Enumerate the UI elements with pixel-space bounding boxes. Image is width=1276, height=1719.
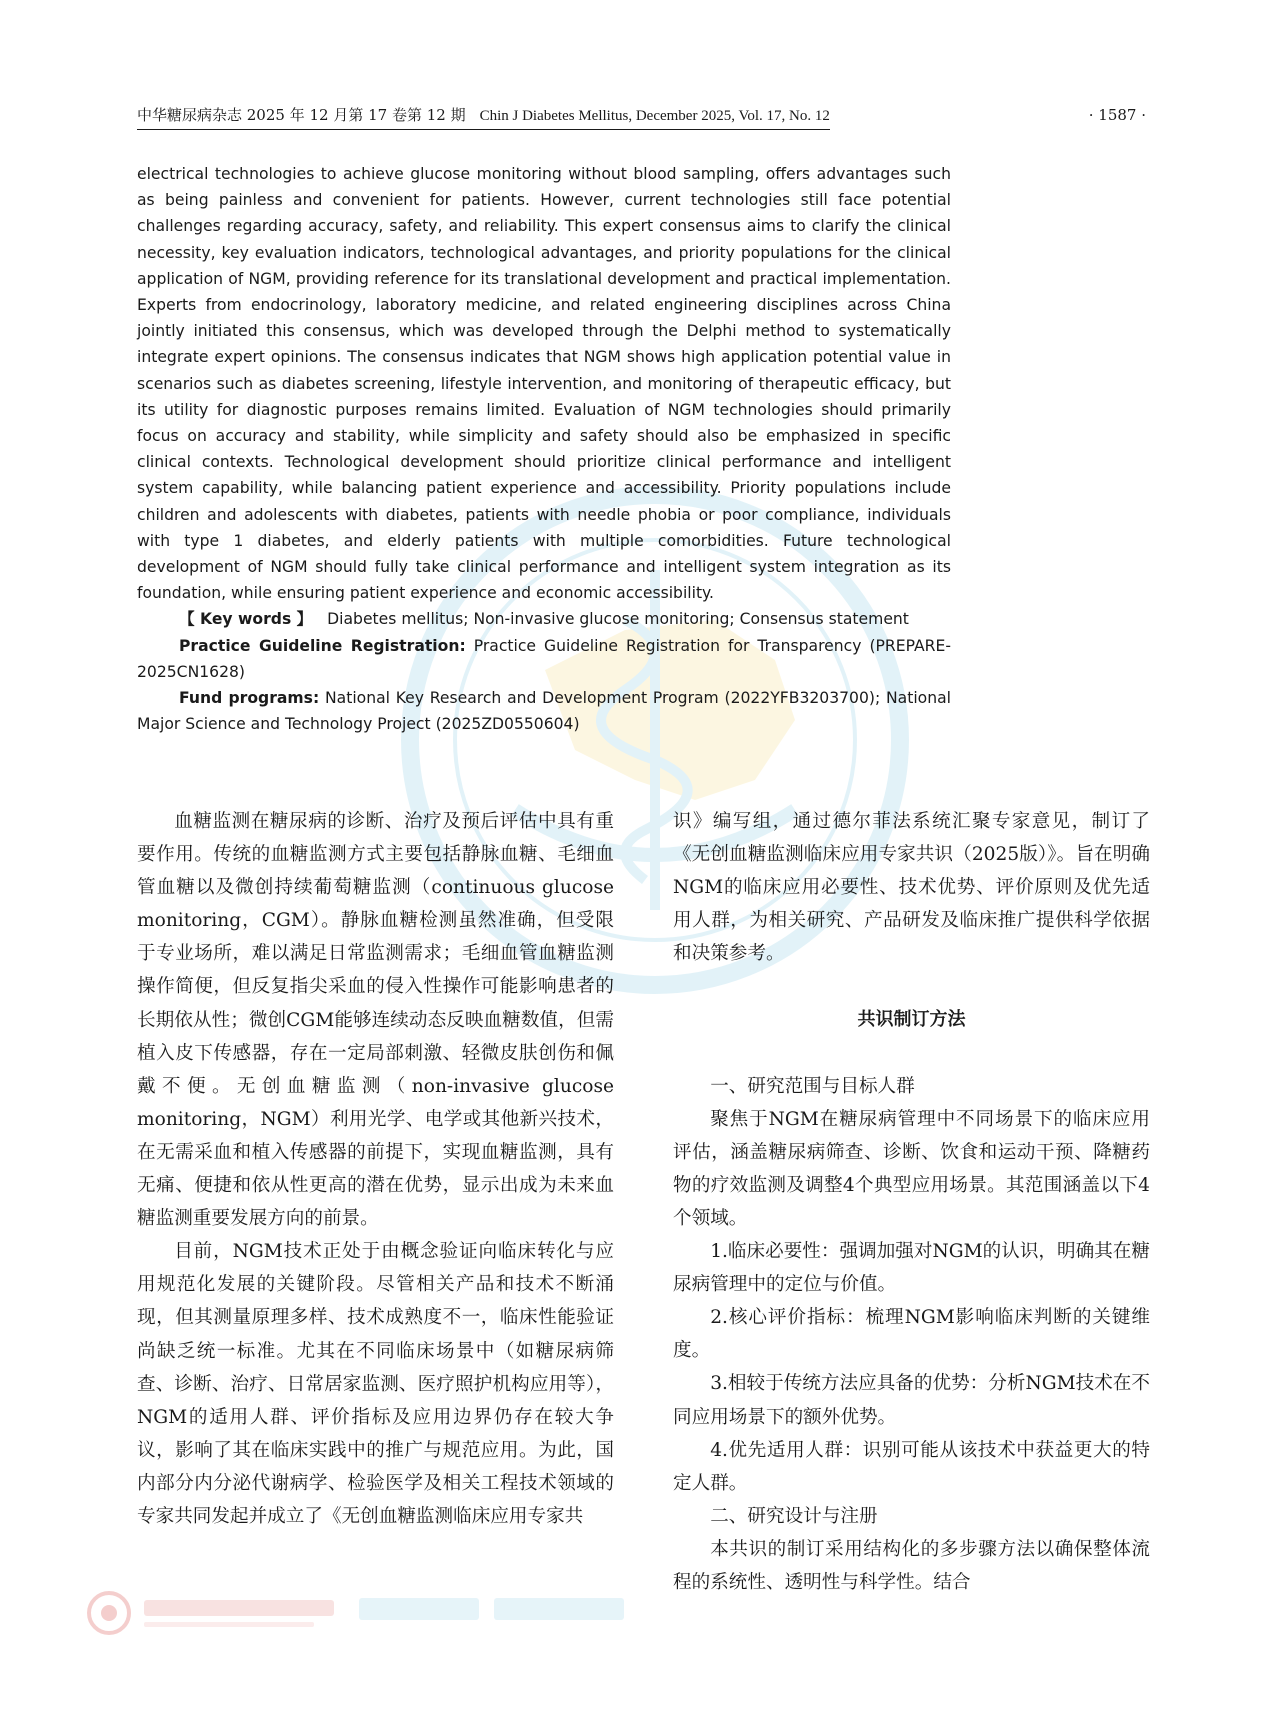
subheading-design: 二、研究设计与注册 — [710, 1505, 878, 1527]
english-abstract — [137, 161, 951, 737]
paragraph-design: 本共识的制订采用结构化的多步骤方法以确保整体流程的系统性、透明性与科学性。结合 — [673, 1538, 1150, 1593]
journal-name-cn: 中华糖尿病杂志 2025 年 12 月第 17 卷第 12 期 — [137, 106, 466, 124]
section-title-methods: 共识制订方法 — [857, 1009, 966, 1031]
registration-text: Practice Guideline Registration for Transparency (PREPARE-2025CN1628) — [137, 636, 951, 681]
publisher-logo-watermark — [84, 1588, 684, 1638]
paragraph-ngm-stage: 目前，NGM技术正处于由概念验证向临床转化与应用规范化发展的关键阶段。尽管相关产品和技术不断涌现，但其测量原理多样、技术成熟度不一，临床性能验证尚缺乏统一标准。尤其在不同临床场景中（如糖尿病筛查、诊断、治疗、日常居家监测、医疗照护机构应用等），NGM的适用人群、评价指标及应用边界仍存在较大争议，影响了其在临床实践中的推广与规范应用。为此，国内部分内分泌代谢病学、检验医学及相关工程技术领域的专家共同发起并成立了《无创血糖监测临床应用专家共 — [137, 1241, 614, 1527]
fund-line — [137, 685, 951, 737]
registration-label: Practice Guideline Registration: — [179, 636, 466, 655]
abstract-body: electrical technologies to achieve glucose monitoring without blood sampling, offers advantages such as being painless and convenient for patients. However, current technologies still face potential challenges regarding accuracy, safety, and reliability. This expert consensus aims to clarify the clinical necessity, key evaluation indicators, technological advantages, and priority populations for the clinical application of NGM, providing reference for its translational development and practical implementation. Experts from endocrinology, laboratory medicine, and related engineering disciplines across China jointly initiated this consensus, which was developed through the Delphi method to systematically integrate expert opinions. The consensus indicates that NGM shows high application potential value in scenarios such as diabetes screening, lifestyle intervention, and monitoring of therapeutic efficacy, but its utility for diagnostic purposes remains limited. Evaluation of NGM technologies should primarily focus on accuracy and stability, while simplicity and safety should also be emphasized in specific clinical contexts. Technological development should prioritize clinical performance and intelligent system capability, while balancing patient experience and accessibility. Priority populations include children and adolescents with diabetes, patients with needle phobia or poor compliance, individuals with type 1 diabetes, and elderly patients with multiple comorbidities. Future technological development of NGM should fully take clinical performance and intelligent system integration as its foundation, while ensuring patient experience and economic accessibility. — [137, 165, 951, 603]
list-item-2: 2.核心评价指标：梳理NGM影响临床判断的关键维度。 — [673, 1307, 1150, 1362]
body-column-right — [673, 805, 1150, 1599]
running-header — [137, 104, 1146, 126]
registration-line — [137, 633, 951, 685]
list-item-4: 4.优先适用人群：识别可能从该技术中获益更大的特定人群。 — [673, 1439, 1150, 1494]
body-column-left — [137, 805, 614, 1533]
list-item-1: 1.临床必要性：强调加强对NGM的认识，明确其在糖尿病管理中的定位与价值。 — [673, 1241, 1150, 1296]
fund-text: National Key Research and Development Program (2022YFB3203700); National Major Science and Technology Project (2025ZD0550604) — [137, 689, 951, 734]
page-number: · 1587 · — [1088, 106, 1146, 124]
keywords-text: Diabetes mellitus; Non-invasive glucose monitoring; Consensus statement — [327, 610, 909, 629]
fund-label: Fund programs: — [179, 689, 320, 708]
keywords-line — [137, 606, 951, 632]
list-item-3: 3.相较于传统方法应具备的优势：分析NGM技术在不同应用场景下的额外优势。 — [673, 1373, 1150, 1428]
journal-citation — [137, 104, 830, 130]
journal-name-en: Chin J Diabetes Mellitus, December 2025, Vol. 17, No. 12 — [479, 108, 830, 124]
paragraph-scope: 聚焦于NGM在糖尿病管理中不同场景下的临床应用评估，涵盖糖尿病筛查、诊断、饮食和运动干预、降糖药物的疗效监测及调整4个典型应用场景。其范围涵盖以下4个领域。 — [673, 1108, 1150, 1229]
keywords-label: 【 Key words 】 — [179, 610, 313, 629]
subheading-scope: 一、研究范围与目标人群 — [710, 1075, 915, 1097]
paragraph-consensus-aim: 识》编写组，通过德尔菲法系统汇聚专家意见，制订了《无创血糖监测临床应用专家共识（2025版）》。旨在明确NGM的临床应用必要性、技术优势、评价原则及优先适用人群，为相关研究、产品研发及临床推广提供科学依据和决策参考。 — [673, 811, 1150, 965]
paragraph-glucose-monitoring: 血糖监测在糖尿病的诊断、治疗及预后评估中具有重要作用。传统的血糖监测方式主要包括静脉血糖、毛细血管血糖以及微创持续葡萄糖监测（continuous glucose monitoring，CGM）。静脉血糖检测虽然准确，但受限于专业场所，难以满足日常监测需求；毛细血管血糖监测操作简便，但反复指尖采血的侵入性操作可能影响患者的长期依从性；微创CGM能够连续动态反映血糖数值，但需植入皮下传感器，存在一定局部刺激、轻微皮肤创伤和佩戴不便。无创血糖监测（non-invasive glucose monitoring，NGM）利用光学、电学或其他新兴技术，在无需采血和植入传感器的前提下，实现血糖监测，具有无痛、便捷和依从性更高的潜在优势，显示出成为未来血糖监测重要发展方向的前景。 — [137, 811, 614, 1230]
